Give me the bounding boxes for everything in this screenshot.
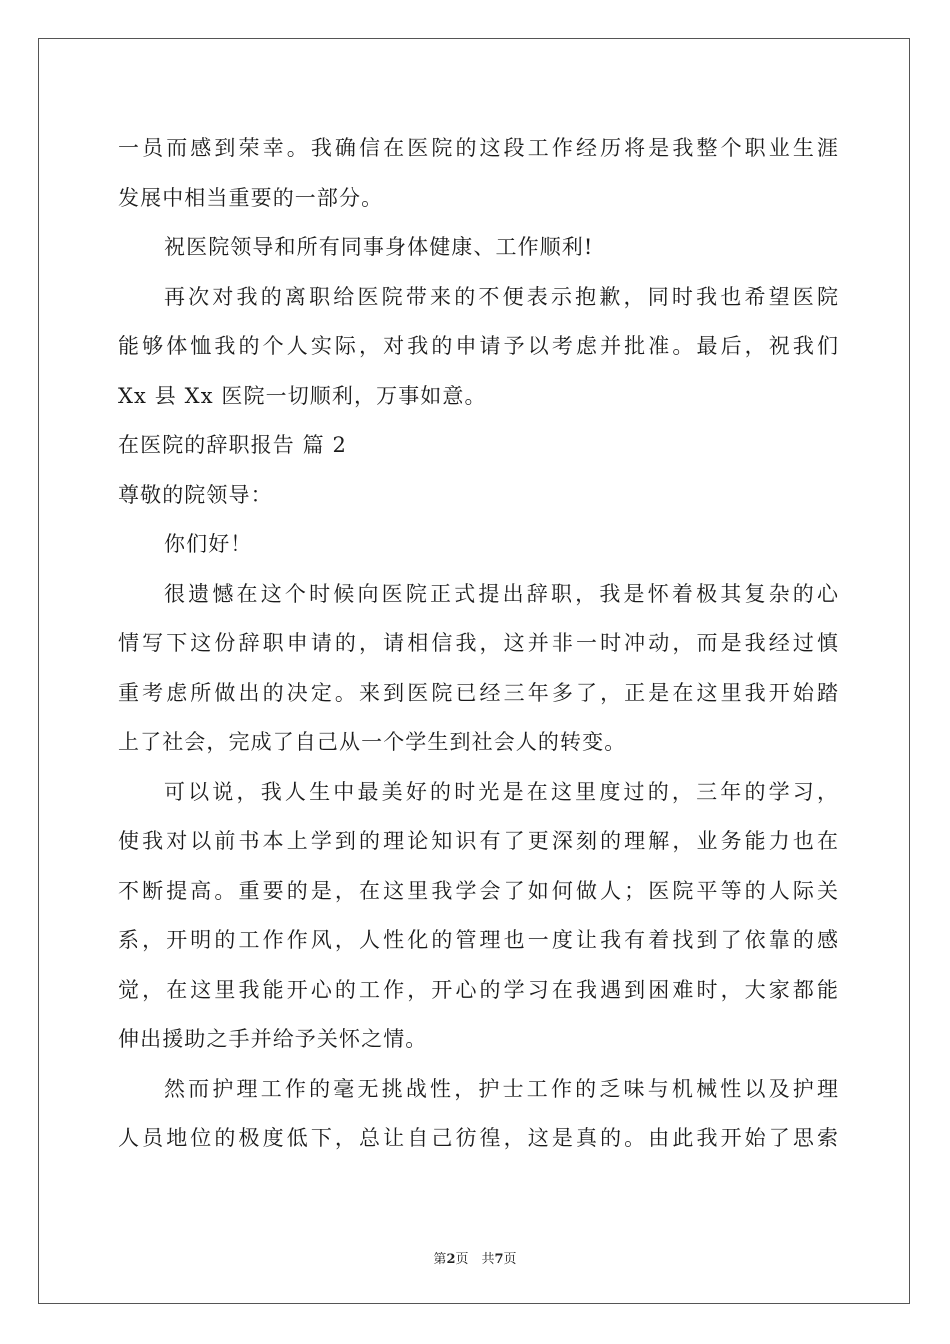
footer-mid: 页 共 — [455, 1252, 495, 1267]
text-line: 不断提高。重要的是，在这里我学会了如何做人；医院平等的人际关 — [118, 878, 838, 903]
text-line: 发展中相当重要的一部分。 — [118, 185, 384, 210]
text-line: Xx 县 Xx 医院一切顺利，万事如意。 — [118, 383, 487, 408]
text-line: 再次对我的离职给医院带来的不便表示抱歉，同时我也希望医院 — [164, 284, 838, 309]
text-line: 重考虑所做出的决定。来到医院已经三年多了，正是在这里我开始踏 — [118, 680, 838, 705]
text-line: 祝医院领导和所有同事身体健康、工作顺利! — [164, 235, 594, 259]
footer-prefix: 第 — [433, 1252, 447, 1267]
text-line: 情写下这份辞职申请的，请相信我，这并非一时冲动，而是我经过慎 — [118, 631, 838, 655]
text-line: 系，开明的工作作风，人性化的管理也一度让我有着找到了依靠的感 — [118, 928, 838, 952]
text-line: 一员而感到荣幸。我确信在医院的这段工作经历将是我整个职业生涯 — [118, 136, 838, 160]
page-footer — [0, 1248, 950, 1267]
text-line: 尊敬的院领导： — [118, 482, 273, 507]
text-line: 在医院的辞职报告 篇 2 — [118, 433, 347, 457]
text-line: 可以说，我人生中最美好的时光是在这里度过的，三年的学习， — [164, 779, 838, 804]
text-line: 使我对以前书本上学到的理论知识有了更深刻的理解，业务能力也在 — [118, 829, 838, 853]
text-line: 觉，在这里我能开心的工作，开心的学习在我遇到困难时，大家都能 — [118, 977, 838, 1002]
footer-current-page: 2 — [446, 1252, 456, 1267]
text-line: 能够体恤我的个人实际，对我的申请予以考虑并批准。最后，祝我们 — [118, 334, 838, 358]
text-line: 上了社会，完成了自己从一个学生到社会人的转变。 — [118, 730, 627, 754]
footer-total-pages: 7 — [494, 1252, 504, 1267]
text-line: 然而护理工作的毫无挑战性，护士工作的乏味与机械性以及护理 — [164, 1076, 838, 1101]
text-line: 伸出援助之手并给予关怀之情。 — [118, 1027, 428, 1051]
text-line: 你们好！ — [164, 532, 253, 556]
footer-suffix: 页 — [503, 1252, 517, 1267]
text-line: 人员地位的极度低下，总让自己彷徨，这是真的。由此我开始了思索 — [118, 1126, 838, 1150]
document-body — [118, 124, 838, 1164]
text-line: 很遗憾在这个时候向医院正式提出辞职，我是怀着极其复杂的心 — [164, 581, 838, 606]
